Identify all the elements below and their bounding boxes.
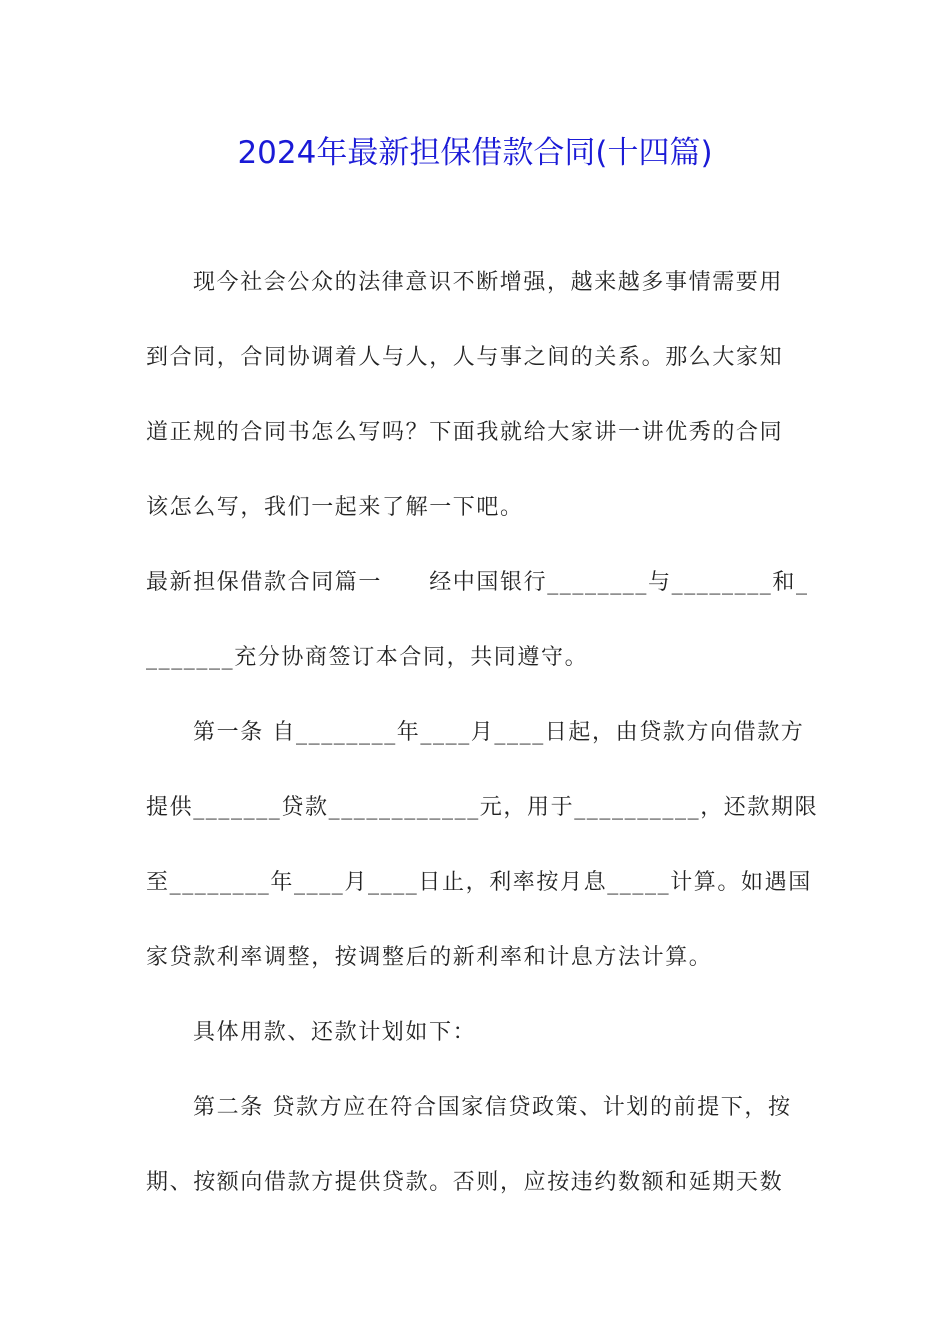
paragraph-line: 提供_______贷款____________元，用于__________，还款期限 xyxy=(146,795,819,820)
paragraph-line: 到合同，合同协调着人与人，人与事之间的关系。那么大家知 xyxy=(146,345,784,370)
article-line: 第一条 自________年____月____日起，由贷款方向借款方 xyxy=(193,720,805,745)
document-title: 2024年最新担保借款合同(十四篇) xyxy=(237,135,713,171)
paragraph-line: 至________年____月____日止，利率按月息_____计算。如遇国 xyxy=(146,870,812,895)
paragraph-line: 期、按额向借款方提供贷款。否则，应按违约数额和延期天数 xyxy=(146,1170,784,1195)
paragraph-line: 现今社会公众的法律意识不断增强，越来越多事情需要用 xyxy=(193,270,784,295)
article-line: 第二条 贷款方应在符合国家信贷政策、计划的前提下，按 xyxy=(193,1095,792,1120)
paragraph-line: 家贷款利率调整，按调整后的新利率和计息方法计算。 xyxy=(146,945,713,970)
paragraph-line: _______充分协商签订本合同，共同遵守。 xyxy=(146,645,589,670)
section-heading-line: 最新担保借款合同篇一 经中国银行________与________和_ xyxy=(146,570,809,595)
paragraph-line: 道正规的合同书怎么写吗？下面我就给大家讲一讲优秀的合同 xyxy=(146,420,784,445)
paragraph-line: 该怎么写，我们一起来了解一下吧。 xyxy=(146,495,524,520)
paragraph-line: 具体用款、还款计划如下： xyxy=(193,1020,477,1045)
